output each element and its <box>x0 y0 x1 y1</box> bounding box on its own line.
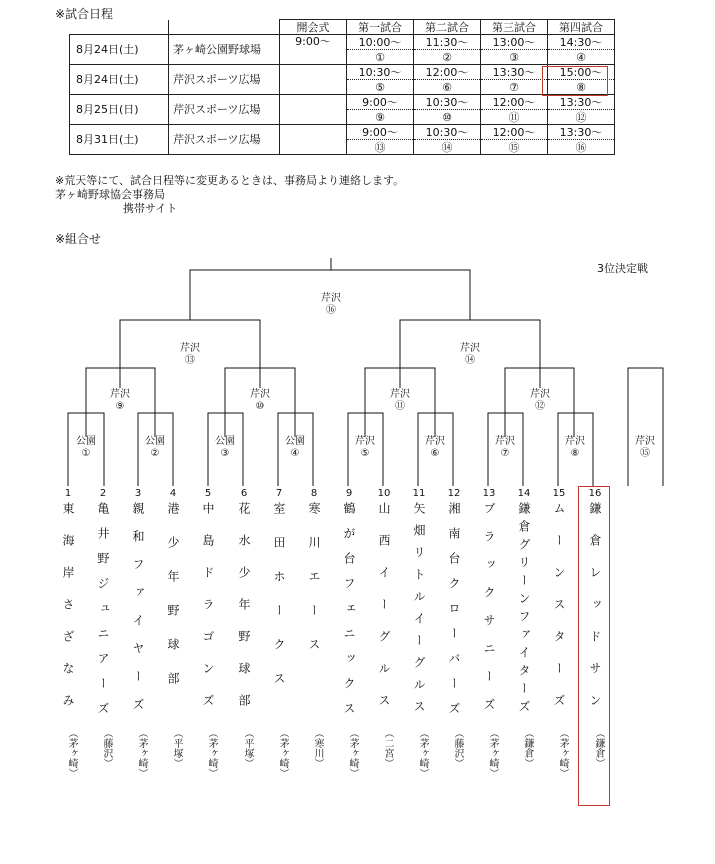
header-game-4: 第四試合 <box>548 20 615 35</box>
round1-label: 公園 ④ <box>285 436 305 459</box>
team-number: 14 <box>517 488 531 499</box>
schedule-game: ① <box>347 50 414 65</box>
team-city: （藤沢） <box>452 728 463 768</box>
header-game-1: 第一試合 <box>347 20 414 35</box>
schedule-game: ⑫ <box>548 110 615 125</box>
team-number: 6 <box>240 488 248 499</box>
team-city: （鎌倉） <box>593 728 604 768</box>
schedule-game: ⑪ <box>481 110 548 125</box>
team-name: 東海岸さざなみ <box>61 502 75 726</box>
schedule-title: ※試合日程 <box>55 7 114 21</box>
third-place-game-label: 芹沢 ⑮ <box>635 436 655 459</box>
team-number: 7 <box>275 488 283 499</box>
team-number: 5 <box>204 488 212 499</box>
schedule-game: ⑦ <box>481 80 548 95</box>
note-mobile-site: 携帯サイト <box>123 202 178 215</box>
round1-label: 芹沢 ⑤ <box>355 436 375 459</box>
schedule-time: 13:00〜 <box>481 35 548 50</box>
team-number: 10 <box>377 488 391 499</box>
schedule-game: ⑮ <box>481 140 548 155</box>
team-number: 4 <box>169 488 177 499</box>
team-name: 鎌倉グリーンファイターズ <box>517 502 531 718</box>
team-city: （藤沢） <box>101 728 112 768</box>
schedule-time: 9:00〜 <box>347 125 414 140</box>
team-number: 16 <box>588 488 602 499</box>
team-number: 1 <box>64 488 72 499</box>
round1-label: 公園 ① <box>76 436 96 459</box>
schedule-game: ⑩ <box>414 110 481 125</box>
schedule-venue: 芹沢スポーツ広場 <box>169 65 280 95</box>
team-city: （茅ヶ崎） <box>487 728 498 778</box>
quarter-label: 芹沢 ⑫ <box>530 389 550 412</box>
round1-label: 芹沢 ⑧ <box>565 436 585 459</box>
schedule-time: 10:30〜 <box>414 125 481 140</box>
team-name: 中島ドラゴンズ <box>201 502 215 726</box>
team-number: 3 <box>134 488 142 499</box>
schedule-venue: 芹沢スポーツ広場 <box>169 125 280 155</box>
team-name: 花水少年野球部 <box>237 502 251 726</box>
schedule-game: ⑨ <box>347 110 414 125</box>
team-city: （寒川） <box>312 728 323 768</box>
team-city: （茅ヶ崎） <box>347 728 358 778</box>
team-city: （平塚） <box>171 728 182 768</box>
team-city: （二宮） <box>382 728 393 768</box>
note-office: 茅ヶ崎野球協会事務局 <box>55 188 165 201</box>
schedule-game: ⑤ <box>347 80 414 95</box>
team-city: （鎌倉） <box>522 728 533 768</box>
team-city: （茅ヶ崎） <box>136 728 147 778</box>
quarter-label: 芹沢 ⑪ <box>390 389 410 412</box>
schedule-time: 12:00〜 <box>414 65 481 80</box>
team-name: 鎌倉レッドサン <box>588 502 602 726</box>
schedule-time: 10:30〜 <box>347 65 414 80</box>
team-city: （茅ヶ崎） <box>206 728 217 778</box>
team-city: （茅ヶ崎） <box>557 728 568 778</box>
team-name: ムーンスターズ <box>552 502 566 726</box>
team-number: 9 <box>345 488 353 499</box>
header-game-3: 第三試合 <box>481 20 548 35</box>
schedule-time: 14:30〜 <box>548 35 615 50</box>
team-name: 山西イーグルス <box>377 502 391 726</box>
schedule-game: ⑥ <box>414 80 481 95</box>
team-name: 鶴が台フェニックス <box>342 502 356 727</box>
team-number: 8 <box>310 488 318 499</box>
team-name: 湘南台クローバーズ <box>447 502 461 727</box>
highlight-box-team-16 <box>578 486 610 806</box>
schedule-time: 12:00〜 <box>481 95 548 110</box>
schedule-game: ⑭ <box>414 140 481 155</box>
schedule-game: ② <box>414 50 481 65</box>
round1-label: 芹沢 ⑦ <box>495 436 515 459</box>
team-name: ブラックサニーズ <box>482 502 496 726</box>
team-city: （茅ヶ崎） <box>417 728 428 778</box>
schedule-game: ⑯ <box>548 140 615 155</box>
team-city: （茅ヶ崎） <box>66 728 77 778</box>
schedule-time: 13:30〜 <box>548 95 615 110</box>
team-name: 寒川エース <box>307 502 321 672</box>
schedule-opening: 9:00〜 <box>280 35 347 65</box>
team-city: （茅ヶ崎） <box>277 728 288 778</box>
header-game-2: 第二試合 <box>414 20 481 35</box>
team-number: 15 <box>552 488 566 499</box>
team-name: 亀井野ジュニアーズ <box>96 502 110 727</box>
schedule-game: ③ <box>481 50 548 65</box>
schedule-time-highlighted: 15:00〜 <box>548 65 615 80</box>
team-name: 港少年野球部 <box>166 502 180 706</box>
semi-label-right: 芹沢 ⑭ <box>460 343 480 366</box>
schedule-venue: 茅ヶ崎公園野球場 <box>169 35 280 65</box>
schedule-game: ④ <box>548 50 615 65</box>
team-name: 矢畑リトルイーグルス <box>412 502 426 722</box>
schedule-venue: 芹沢スポーツ広場 <box>169 95 280 125</box>
team-number: 2 <box>99 488 107 499</box>
schedule-time: 13:30〜 <box>481 65 548 80</box>
team-name: 親和ファイヤーズ <box>131 502 145 726</box>
schedule-date: 8月25日(日) <box>70 95 169 125</box>
third-place-label: 3位決定戦 <box>597 262 648 275</box>
team-name: 室田ホークス <box>272 502 286 706</box>
team-number: 12 <box>447 488 461 499</box>
round1-label: 芹沢 ⑥ <box>425 436 445 459</box>
final-label: 芹沢 ⑯ <box>321 293 341 316</box>
schedule-time: 9:00〜 <box>347 95 414 110</box>
schedule-time: 10:00〜 <box>347 35 414 50</box>
team-city: （平塚） <box>242 728 253 768</box>
schedule-game-highlighted: ⑧ <box>548 80 615 95</box>
round1-label: 公園 ② <box>145 436 165 459</box>
schedule-date: 8月31日(土) <box>70 125 169 155</box>
schedule-time: 11:30〜 <box>414 35 481 50</box>
round1-label: 公園 ③ <box>215 436 235 459</box>
schedule-date: 8月24日(土) <box>70 65 169 95</box>
header-opening: 開会式 <box>280 20 347 35</box>
schedule-time: 13:30〜 <box>548 125 615 140</box>
schedule-time: 12:00〜 <box>481 125 548 140</box>
schedule-time: 10:30〜 <box>414 95 481 110</box>
schedule-date: 8月24日(土) <box>70 35 169 65</box>
bracket-title: ※組合せ <box>55 232 102 246</box>
quarter-label: 芹沢 ⑨ <box>110 389 130 412</box>
note-weather: ※荒天等にて、試合日程等に変更あるときは、事務局より連絡します。 <box>55 174 405 187</box>
semi-label-left: 芹沢 ⑬ <box>180 343 200 366</box>
quarter-label: 芹沢 ⑩ <box>250 389 270 412</box>
team-number: 13 <box>482 488 496 499</box>
schedule-game: ⑬ <box>347 140 414 155</box>
team-number: 11 <box>412 488 426 499</box>
